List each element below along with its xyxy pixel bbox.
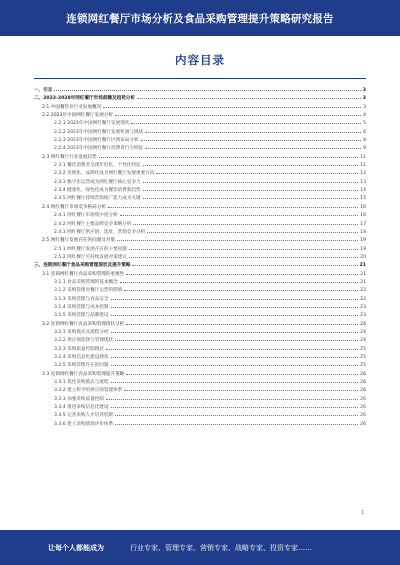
toc-entry[interactable]: [34, 261, 366, 269]
toc-leader-dots: [126, 370, 358, 375]
toc-leader-dots: [111, 311, 359, 316]
toc-leader-dots: [111, 328, 359, 333]
toc-entry[interactable]: [34, 328, 366, 336]
toc-entry-label: 3.3.3 加强采购质量控制: [54, 396, 104, 402]
toc-entry[interactable]: [34, 128, 366, 136]
toc-leader-dots: [145, 128, 361, 133]
toc-leader-dots: [143, 178, 358, 183]
toc-leader-dots: [145, 144, 361, 149]
toc-leader-dots: [115, 420, 358, 425]
toc-entry-page: 23: [360, 313, 366, 319]
toc-entry-page: 19: [360, 246, 366, 252]
toc-entry-page: 25: [360, 355, 366, 360]
report-title: 连锁网红餐厅市场分析及食品采购管理提升策略研究报告: [66, 12, 334, 25]
toc-leader-dots: [54, 86, 360, 91]
toc-leader-dots: [103, 103, 361, 108]
toc-leader-dots: [115, 411, 358, 416]
toc-entry-page: 26: [360, 388, 366, 394]
toc-leader-dots: [111, 295, 359, 300]
toc-entry-label: 2.2.1 2023年中国网红餐厅发展现状: [54, 121, 130, 127]
toc-entry[interactable]: [34, 236, 366, 244]
toc-entry-page: 6: [363, 129, 366, 135]
toc-leader-dots: [131, 119, 361, 124]
toc-leader-dots: [120, 278, 358, 283]
toc-entry-page: 15: [360, 196, 366, 202]
toc-leader-dots: [111, 353, 359, 358]
toc-entry-label: 三、连锁网红餐厅食品采购管理现状及提升策略: [34, 263, 131, 269]
toc-entry-page: 24: [360, 329, 366, 335]
toc-entry-page: 26: [360, 371, 366, 377]
toc-leader-dots: [129, 245, 358, 250]
toc-entry-page: 22: [360, 288, 366, 294]
toc-entry-label: 2.2.2 2023年中国网红餐厅发展机遇与挑战: [54, 129, 144, 135]
toc-entry[interactable]: [34, 220, 366, 228]
toc-entry[interactable]: [34, 336, 366, 344]
toc-entry-label: 3.3.1 优化采购模式与流程: [54, 380, 109, 386]
toc-entry-page: 14: [360, 188, 366, 194]
toc-entry[interactable]: [34, 270, 366, 278]
toc-leader-dots: [143, 194, 358, 199]
toc-entry[interactable]: [34, 286, 366, 294]
toc-entry-label: 二、2023-2028年网红餐厅市场前瞻及趋势分析: [34, 96, 135, 102]
toc-entry-page: 8: [363, 138, 366, 144]
toc-leader-dots: [111, 361, 359, 366]
toc-entry-label: 3.3.6 建立采购绩效评价体系: [54, 421, 114, 427]
toc-leader-dots: [141, 136, 362, 141]
toc-entry[interactable]: [34, 411, 366, 419]
toc-entry-label: 3.1.2 采购管理对餐厅运营的影响: [54, 288, 123, 294]
toc-entry-page: 26: [360, 421, 366, 427]
toc-entry-label: 2.3.4 健康化、绿色化成为餐饮消费新趋势: [54, 188, 141, 194]
toc-entry[interactable]: [34, 94, 366, 102]
toc-entry[interactable]: [34, 403, 366, 411]
report-header: [0, 0, 400, 36]
toc-entry-page: 25: [360, 363, 366, 369]
toc-leader-dots: [111, 403, 359, 408]
toc-entry-label: 2.4.1 网红餐厅市场集中度分析: [54, 213, 118, 219]
toc-entry-label: 3.2 连锁网红餐厅食品采购管理现状分析: [42, 321, 125, 327]
toc-leader-dots: [117, 236, 358, 241]
toc-leader-dots: [126, 320, 358, 325]
toc-entry-page: 11: [360, 163, 366, 169]
toc-entry-page: 21: [359, 263, 366, 269]
toc-entry-page: 25: [360, 346, 366, 352]
toc-entry-label: 3.2.5 采购管理存在的问题: [54, 363, 109, 369]
toc-entry-page: 3: [363, 104, 366, 110]
toc-entry-page: 22: [360, 296, 366, 302]
toc-leader-dots: [106, 395, 358, 400]
toc-entry-label: 3.2.3 采购质量控制现状: [54, 346, 104, 352]
toc-entry-label: 3.2.2 供应商选择与管理现状: [54, 338, 114, 344]
toc-entry-page: 17: [360, 221, 366, 227]
toc-entry[interactable]: [34, 420, 366, 428]
toc-entry-label: 3.2.4 采购信息化建设现状: [54, 355, 109, 360]
toc-entry[interactable]: [34, 345, 366, 353]
toc-entry-label: 2.3.2 连锁化、品牌化成为网红餐厅发展重要方向: [54, 171, 155, 177]
toc-entry[interactable]: [34, 203, 366, 211]
toc-entry[interactable]: [34, 361, 366, 369]
toc-leader-dots: [147, 228, 358, 233]
toc-entry-page: 3: [362, 96, 366, 102]
toc-entry[interactable]: [34, 370, 366, 378]
toc-entry-page: 26: [360, 396, 366, 402]
toc-entry-page: 21: [360, 279, 366, 285]
toc-heading: 内容目录: [175, 53, 225, 67]
toc-entry-page: 16: [360, 204, 366, 210]
toc-leader-dots: [132, 261, 357, 266]
report-footer: [0, 530, 400, 565]
toc-entry-label: 2.2.3 2023年中国网红餐厅区域布局分析: [54, 138, 139, 144]
toc-entry[interactable]: [34, 353, 366, 361]
toc-entry[interactable]: [34, 178, 366, 186]
toc-entry-page: 26: [360, 413, 366, 419]
toc-entry[interactable]: [34, 153, 366, 161]
footer-slogan-right: 行业专家、管理专家、营销专家、战略专家、投资专家……: [130, 543, 312, 552]
toc-entry-label: 3.1.5 采购管理与品牌建设: [54, 313, 109, 319]
toc-entry-label: 3.1 连锁网红餐厅食品采购管理的重要性: [42, 271, 125, 277]
toc-entry-label: 2.1 中国餐饮业行业发展概况: [42, 104, 102, 110]
toc-entry-label: 3.3.4 推进采购信息化建设: [54, 405, 109, 411]
toc-entry-label: 2.5 网红餐厅发展存在的问题及对策: [42, 238, 116, 244]
toc-entry[interactable]: [34, 311, 366, 319]
toc-entry[interactable]: [34, 320, 366, 328]
toc-entry[interactable]: [34, 119, 366, 127]
toc-leader-dots: [115, 111, 361, 116]
toc-entry-label: 2.3.5 网红餐厅持续营销推广能力成为关键: [54, 196, 141, 202]
toc-entry-label: 2.4.2 网红餐厅主要品牌竞争策略分析: [54, 221, 132, 227]
toc-leader-dots: [120, 211, 358, 216]
toc-entry[interactable]: [34, 295, 366, 303]
toc-entry-label: 2.2 2023年中国网红餐厅发展分析: [42, 113, 113, 119]
toc-entry[interactable]: [34, 245, 366, 253]
toc-entry-label: 3.3 连锁网红餐厅食品采购管理提升策略: [42, 371, 125, 377]
toc-entry-page: 13: [360, 179, 366, 185]
toc-entry-label: 2.5.1 网红餐厅发展存在的主要问题: [54, 246, 127, 252]
toc-entry[interactable]: [34, 161, 366, 169]
toc-leader-dots: [124, 386, 358, 391]
toc-entry-label: 一、引言: [34, 88, 53, 93]
toc-entry[interactable]: [34, 103, 366, 111]
toc-entry[interactable]: [34, 278, 366, 286]
toc-entry-page: 11: [360, 154, 366, 160]
toc-entry-label: 2.3.1 餐饮消费者呈现年轻化、个性化特征: [54, 163, 141, 169]
toc-entry[interactable]: [34, 86, 366, 94]
toc-leader-dots: [108, 203, 358, 208]
toc-entry[interactable]: [34, 136, 366, 144]
toc-entry-label: 2.4 网红餐厅市场竞争格局分析: [42, 204, 106, 210]
footer-slogan-left: 让每个人都能成为: [48, 543, 104, 552]
toc-entry-page: 19: [360, 238, 366, 244]
toc-leader-dots: [99, 153, 358, 158]
toc-entry-label: 3.2.1 采购模式及流程分析: [54, 329, 109, 335]
toc-leader-dots: [137, 94, 361, 99]
toc-entry-label: 3.1.4 采购管理与成本控制: [54, 304, 109, 310]
toc-entry-page: 9: [363, 146, 366, 152]
toc-entry-page: 26: [360, 405, 366, 411]
toc-entry[interactable]: [34, 386, 366, 394]
toc-entry[interactable]: [34, 111, 366, 119]
toc-entry[interactable]: [34, 378, 366, 386]
toc-leader-dots: [111, 303, 359, 308]
toc-divider: [34, 78, 366, 79]
toc-entry[interactable]: [34, 253, 366, 261]
toc-entry-page: 20: [360, 254, 366, 260]
toc-leader-dots: [143, 161, 358, 166]
toc-leader-dots: [115, 336, 358, 341]
toc-entry-page: 21: [360, 271, 366, 277]
toc-entry[interactable]: [34, 211, 366, 219]
toc-entry[interactable]: [34, 186, 366, 194]
toc-entry-page: 3: [362, 88, 366, 93]
toc-leader-dots: [156, 169, 358, 174]
toc-leader-dots: [106, 345, 358, 350]
page-number: 1: [360, 510, 364, 516]
toc-entry-page: 4: [363, 113, 366, 119]
toc-entry-page: 24: [360, 338, 366, 344]
table-of-contents: [34, 86, 366, 496]
toc-entry-label: 3.1.1 食品采购管理的基本概念: [54, 279, 118, 285]
toc-entry-page: 18: [360, 229, 366, 235]
toc-entry-label: 3.1.3 采购管理与食品安全: [54, 296, 109, 302]
toc-entry-label: 2.3.3 数字化运营成为网红餐厅核心竞争力: [54, 179, 141, 185]
toc-leader-dots: [143, 186, 358, 191]
toc-entry-label: 2.4.3 网红餐厅供应链、选址、营销竞争分析: [54, 229, 146, 235]
toc-entry[interactable]: [34, 395, 366, 403]
toc-entry[interactable]: [34, 228, 366, 236]
toc-entry-label: 2.5.2 网红餐厅可持续发展对策建议: [54, 254, 127, 260]
toc-leader-dots: [126, 270, 358, 275]
toc-leader-dots: [129, 253, 358, 258]
toc-entry-page: 12: [360, 171, 366, 177]
toc-entry-label: 2.3 网红餐厅行业发展趋势: [42, 154, 97, 160]
toc-leader-dots: [124, 286, 358, 291]
toc-entry-page: 23: [360, 304, 366, 310]
toc-entry[interactable]: [34, 303, 366, 311]
toc-entry-page: 26: [360, 380, 366, 386]
toc-entry[interactable]: [34, 194, 366, 202]
toc-entry-page: 5: [363, 121, 366, 127]
toc-entry[interactable]: [34, 169, 366, 177]
toc-entry[interactable]: [34, 144, 366, 152]
toc-entry-label: 3.3.5 完善采购人才培养机制: [54, 413, 114, 419]
toc-entry-page: 24: [360, 321, 366, 327]
toc-entry-label: 3.3.2 建立科学的供应商管理体系: [54, 388, 123, 394]
toc-entry-page: 16: [360, 213, 366, 219]
toc-leader-dots: [133, 220, 358, 225]
toc-entry-label: 2.2.4 2023年中国网红餐厅消费者行为特征: [54, 146, 144, 152]
toc-leader-dots: [111, 378, 359, 383]
